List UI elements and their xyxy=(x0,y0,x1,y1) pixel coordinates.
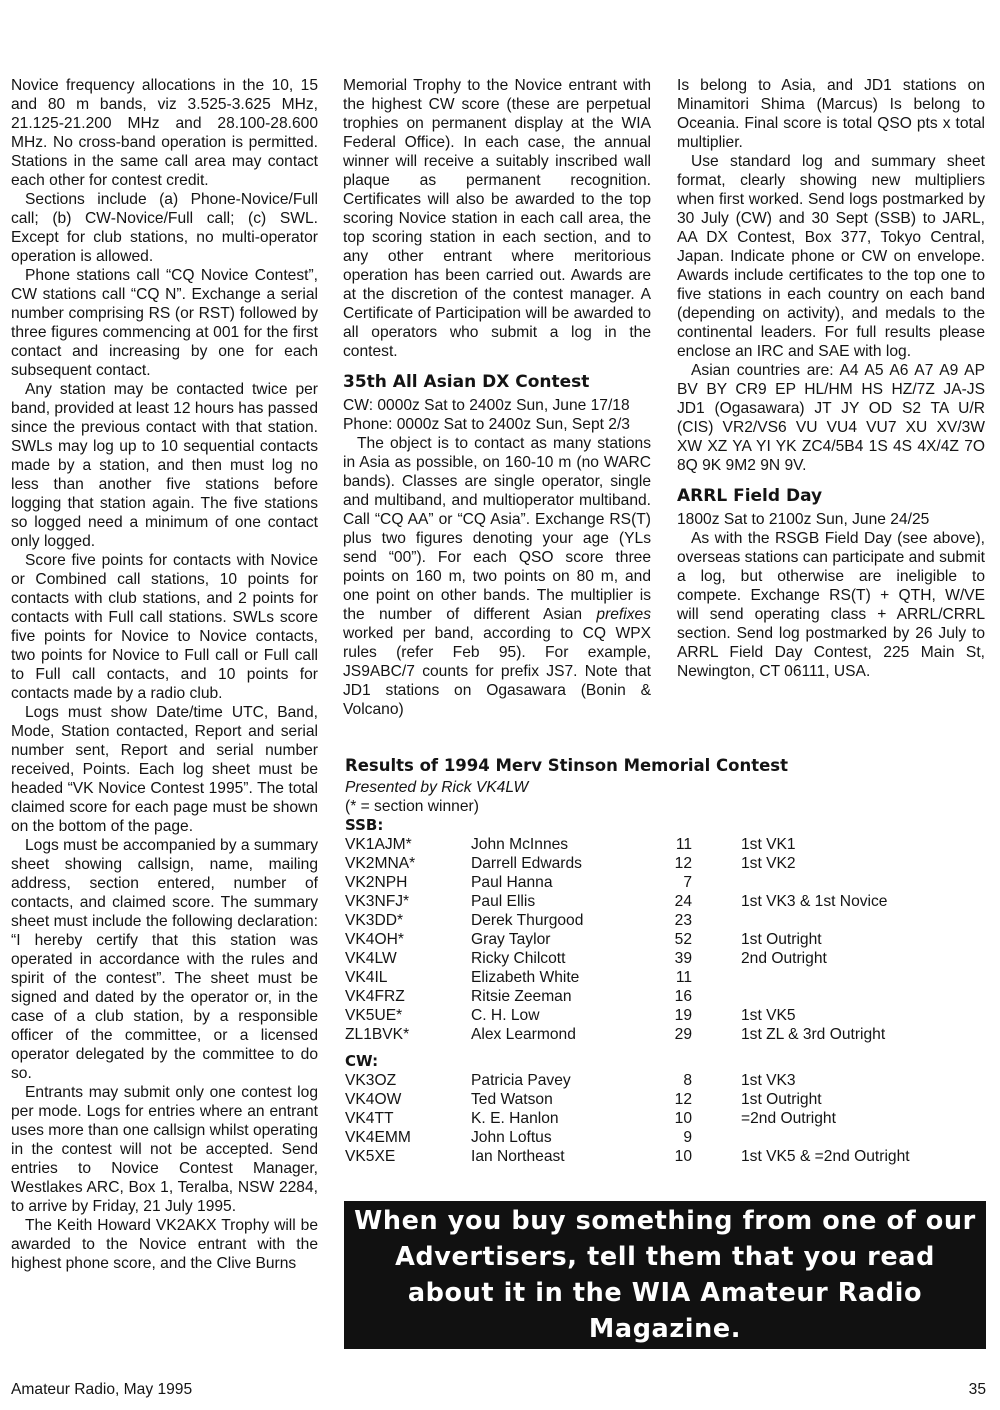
callsign-cell: VK3OZ xyxy=(345,1072,397,1089)
paragraph xyxy=(343,434,651,719)
score-cell: 19 xyxy=(674,1007,692,1024)
results-note: (* = section winner) xyxy=(345,798,479,815)
name-cell: Elizabeth White xyxy=(471,969,580,986)
paragraph: Any station may be contacted twice per band, provided at least 12 hours has passed since the previous contact with that station. SWLs may log up to 10 sequential contacts made by a station, and then must log no less than another five stations before logging that station again. The five stations so logged need a minimum of one contact only logged. xyxy=(11,381,318,550)
table-row xyxy=(345,1071,985,1090)
name-cell: Alex Learmond xyxy=(471,1026,576,1043)
schedule-line: Phone: 0000z Sat to 2400z Sun, Sept 2/3 xyxy=(343,416,630,433)
award-cell xyxy=(692,911,741,930)
table-row xyxy=(345,1090,985,1109)
callsign-cell: ZL1BVK* xyxy=(345,1026,410,1043)
award-cell: 1st VK5 & =2nd Outright xyxy=(741,1148,910,1165)
table-row xyxy=(345,949,985,968)
score-cell: 11 xyxy=(675,836,692,853)
name-cell: Ricky Chilcott xyxy=(471,950,566,967)
callsign-cell: VK2MNA* xyxy=(345,855,416,872)
award-cell: 1st VK1 xyxy=(741,836,796,853)
paragraph: Memorial Trophy to the Novice entrant with the highest CW score (these are perpetual trophies on permanent display at the WIA Federal Office). In each case, the annual winner will receive a suitably inscribed wall plaque as permanent recognition. Certificates will also be awarded to the top scoring Novice station in each call area, the top scoring station in each section, and to any other entrant where meritorious operation has been carried out. Awards are at the discretion of the contest manager. A Certificate of Participation will be awarded to all operators who submit a log in the contest. xyxy=(343,77,651,360)
award-cell: 1st VK5 xyxy=(741,1007,796,1024)
score-cell: 7 xyxy=(683,874,692,891)
score-cell: 9 xyxy=(683,1129,692,1146)
award-cell: 2nd Outright xyxy=(741,950,827,967)
award-cell xyxy=(692,1128,741,1147)
table-row xyxy=(345,1128,985,1147)
section-heading-asian-dx: 35th All Asian DX Contest xyxy=(343,372,590,392)
text-run: worked per band, according to CQ WPX rules (refer Feb 95). For example, JS9ABC/7 counts for prefix JS7. Note that JD1 stations on Ogasawara (Bonin & Volcano) xyxy=(343,625,651,718)
advertisement-banner xyxy=(344,1201,986,1349)
callsign-cell: VK5XE xyxy=(345,1148,396,1165)
paragraph: Entrants may submit only one contest log per mode. Logs for entries where an entrant uses more than one callsign whilst operating in the contest will not be accepted. Send entries to Novice Contest Manager, Westlakes ARC, Box 1, Teralba, NSW 2284, to arrive by Friday, 21 July 1995. xyxy=(11,1084,318,1215)
paragraph: Novice frequency allocations in the 10, 15 and 80 m bands, viz 3.525-3.625 MHz, 21.125-21.200 MHz and 28.100-28.600 MHz. No cross-band operation is permitted. Stations in the same call area may contact each other for contest credit. xyxy=(11,77,318,189)
score-cell: 8 xyxy=(683,1072,692,1089)
paragraph: Logs must show Date/time UTC, Band, Mode, Station contacted, Report and serial number sent, Report and serial number received, Points. Each log sheet must be headed “VK Novice Contest 1995”. The total claimed score for each page must be shown on the bottom of the page. xyxy=(11,704,318,835)
paragraph: Is belong to Asia, and JD1 stations on Minamitori Shima (Marcus) Is belong to Oceania. Final score is total QSO pts x total multiplier. xyxy=(677,77,985,151)
name-cell: Patricia Pavey xyxy=(471,1072,571,1089)
paragraph: Sections include (a) Phone-Novice/Full call; (b) CW-Novice/Full call; (c) SWL. Except for club stations, no multi-operator operation is allowed. xyxy=(11,191,318,265)
score-cell: 23 xyxy=(674,912,692,929)
table-row xyxy=(345,873,985,892)
name-cell: K. E. Hanlon xyxy=(471,1110,559,1127)
paragraph: Logs must be accompanied by a summary sheet showing callsign, name, mailing address, section entered, number of contacts, and claimed score. The summary sheet must include the following declaration: “I hereby certify that this station was operated in accordance with the rules and spirit of the contest”. The sheet must be signed and dated by the operator or, in the case of a club station, by a responsible officer of the committee, or a licensed operator delegated by the committee to do so. xyxy=(11,837,318,1082)
results-author: Presented by Rick VK4LW xyxy=(345,779,529,796)
award-cell xyxy=(692,968,741,987)
name-cell: Gray Taylor xyxy=(471,931,551,948)
name-cell: John Loftus xyxy=(471,1129,552,1146)
table-row xyxy=(345,835,985,854)
ssb-results-table xyxy=(345,835,985,1044)
table-row xyxy=(345,930,985,949)
score-cell: 29 xyxy=(674,1026,692,1043)
table-row xyxy=(345,968,985,987)
callsign-cell: VK2NPH xyxy=(345,874,408,891)
callsign-cell: VK4LW xyxy=(345,950,397,967)
footer-publication: Amateur Radio, May 1995 xyxy=(11,1381,193,1398)
callsign-cell: VK1AJM* xyxy=(345,836,412,853)
table-row xyxy=(345,1147,985,1166)
table-row xyxy=(345,1006,985,1025)
cw-label: CW: xyxy=(345,1052,379,1070)
callsign-cell: VK3DD* xyxy=(345,912,404,929)
table-row xyxy=(345,892,985,911)
callsign-cell: VK3NFJ* xyxy=(345,893,410,910)
award-cell: 1st VK3 & 1st Novice xyxy=(741,893,888,910)
name-cell: Paul Hanna xyxy=(471,874,553,891)
callsign-cell: VK4OW xyxy=(345,1091,402,1108)
cw-results-table xyxy=(345,1071,985,1166)
score-cell: 52 xyxy=(674,931,692,948)
text-emphasis: prefixes xyxy=(596,606,651,623)
page-number: 35 xyxy=(968,1381,986,1398)
name-cell: Ted Watson xyxy=(471,1091,553,1108)
name-cell: Darrell Edwards xyxy=(471,855,582,872)
score-cell: 12 xyxy=(674,1091,692,1108)
award-cell xyxy=(692,987,741,1006)
award-cell xyxy=(692,873,741,892)
callsign-cell: VK4EMM xyxy=(345,1129,411,1146)
paragraph: Phone stations call “CQ Novice Contest”, CW stations call “CQ N”. Exchange a serial number comprising RS (or RST) followed by three figures commencing at 001 for the first contact and increasing by one for each subsequent contact. xyxy=(11,267,318,379)
score-cell: 10 xyxy=(674,1148,692,1165)
ssb-label: SSB: xyxy=(345,816,384,834)
score-cell: 12 xyxy=(674,855,692,872)
table-row xyxy=(345,1025,985,1044)
score-cell: 24 xyxy=(674,893,692,910)
paragraph: As with the RSGB Field Day (see above), overseas stations can participate and submit a log, but otherwise are ineligible to compete. Exchange RS(T) + QTH, W/VE will send operating class + ARRL/CRRL section. Send log postmarked by 26 July to ARRL Field Day Contest, 225 Main St, Newington, CT 06111, USA. xyxy=(677,530,985,680)
advertisement-text: When you buy something from one of our Advertisers, tell them that you read about it in the WIA Amateur Radio Magazine. xyxy=(354,1206,976,1344)
paragraph: Use standard log and summary sheet format, clearly showing new multipliers when first worked. Send logs postmarked by 30 July (CW) and 30 Sept (SSB) to JARL, AA DX Contest, Box 377, Tokyo Central, Japan. Indicate phone or CW on envelope. Awards include certificates to the top one to five stations in each country on each band (depending on activity), and medals to the continental leaders. For full results please enclose an IRC and SAE with log. xyxy=(677,153,985,360)
paragraph: The Keith Howard VK2AKX Trophy will be awarded to the Novice entrant with the highest phone score, and the Clive Burns xyxy=(11,1217,318,1272)
award-cell: 1st Outright xyxy=(741,931,822,948)
table-row xyxy=(345,854,985,873)
column-right xyxy=(677,76,985,681)
section-heading-field-day: ARRL Field Day xyxy=(677,486,823,506)
name-cell: Paul Ellis xyxy=(471,893,536,910)
callsign-cell: VK4OH* xyxy=(345,931,404,948)
column-left xyxy=(11,76,318,1273)
score-cell: 10 xyxy=(674,1110,692,1127)
results-title: Results of 1994 Merv Stinson Memorial Contest xyxy=(345,756,789,775)
column-middle xyxy=(343,76,651,719)
paragraph: Score five points for contacts with Novice or Combined call stations, 10 points for contacts with club stations, and 2 points for contacts with Full call stations. SWLs score five points for Novice to Novice contacts, two points for Novice to Full call or Full call to Full call contacts, and 10 points for contacts made by a radio club. xyxy=(11,552,318,702)
score-cell: 16 xyxy=(674,988,692,1005)
award-cell: 1st Outright xyxy=(741,1091,822,1108)
award-cell: 1st VK2 xyxy=(741,855,796,872)
callsign-cell: VK5UE* xyxy=(345,1007,403,1024)
name-cell: Ian Northeast xyxy=(471,1148,565,1165)
award-cell: 1st ZL & 3rd Outright xyxy=(741,1026,886,1043)
text-run: The object is to contact as many stations in Asia as possible, on 160-10 m (no WARC bands). Classes are single operator, single and multiband, and multioperator multiband. Call “CQ AA” or “CQ Asia”. Exchange RS(T) plus two figures denoting your age (YLs send “00”). For each QSO score three points on 160 m, two points on 80 m, and one point on other bands. The multiplier is the number of different Asian xyxy=(343,435,651,623)
table-row xyxy=(345,1109,985,1128)
name-cell: Ritsie Zeeman xyxy=(471,988,572,1005)
paragraph: Asian countries are: A4 A5 A6 A7 A9 AP BV BY CR9 EP HL/HM HS HZ/7Z JA-JS JD1 (Ogasawara) JT JY OD S2 TA U/R (CIS) VR2/VS6 VU VU4 VU7 XU XV/3W XW XZ YA YI YK ZC4/5B4 1S 4S 4X/4Z 7O 8Q 9K 9M2 9N 9V. xyxy=(677,362,985,474)
schedule-line: 1800z Sat to 2100z Sun, June 24/25 xyxy=(677,511,930,528)
score-cell: 39 xyxy=(674,950,692,967)
score-cell: 11 xyxy=(675,969,692,986)
callsign-cell: VK4TT xyxy=(345,1110,394,1127)
name-cell: John McInnes xyxy=(471,836,569,853)
award-cell: 1st VK3 xyxy=(741,1072,796,1089)
results-section xyxy=(345,756,985,1166)
schedule-line: CW: 0000z Sat to 2400z Sun, June 17/18 xyxy=(343,397,630,414)
name-cell: C. H. Low xyxy=(471,1007,540,1024)
award-cell: =2nd Outright xyxy=(741,1110,836,1127)
table-row xyxy=(345,911,985,930)
table-row xyxy=(345,987,985,1006)
name-cell: Derek Thurgood xyxy=(471,912,584,929)
callsign-cell: VK4FRZ xyxy=(345,988,405,1005)
callsign-cell: VK4IL xyxy=(345,969,388,986)
